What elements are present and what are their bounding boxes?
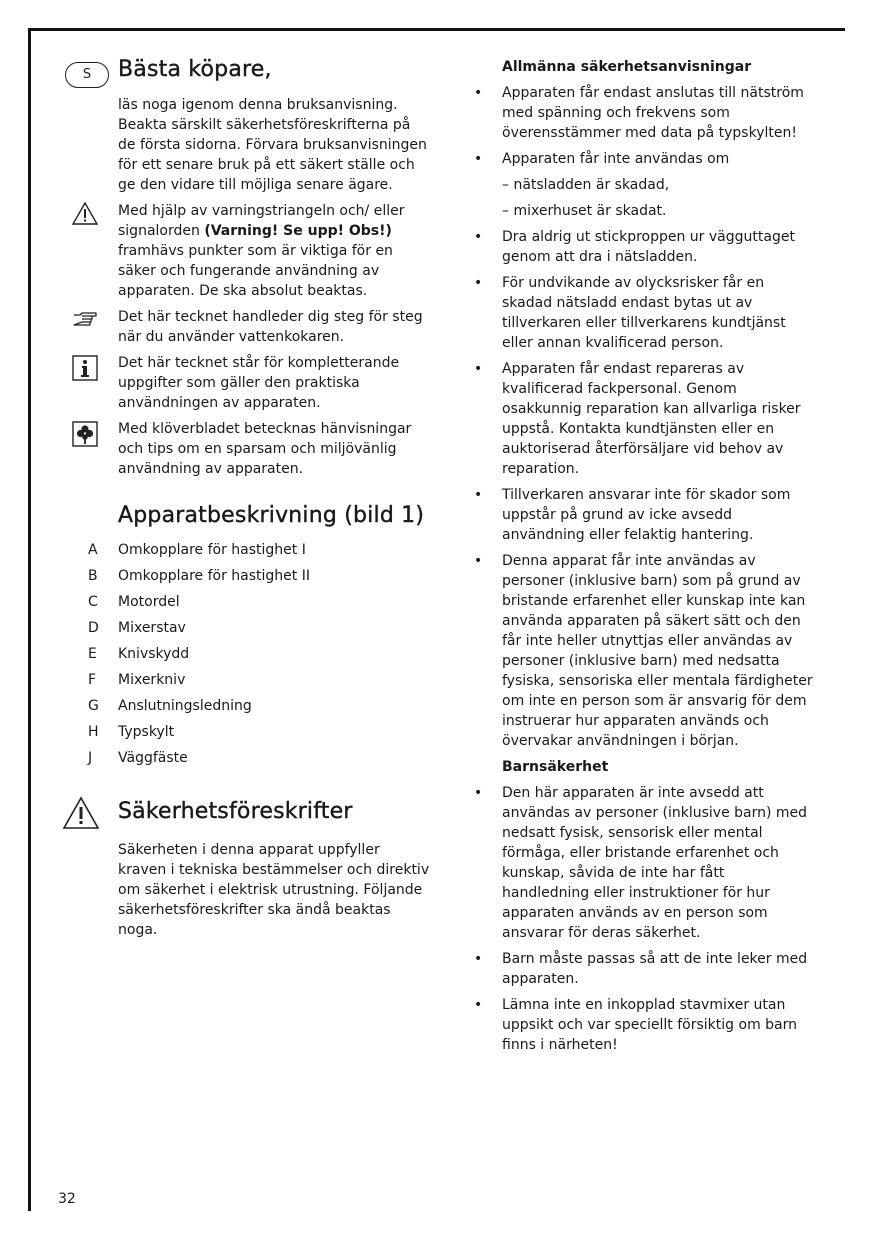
symbol-hand-row: [60, 307, 430, 347]
item-text: Apparaten får endast repareras av kvalificerad fackpersonal. Genom osakkunnig reparation kan allvarliga risker uppstå. Kontakta kundtjänsten eller en auktoriserad återförsäljare vid behov av reparation.: [502, 361, 801, 477]
page-frame-left: [28, 28, 31, 1211]
page-frame-top: [28, 28, 845, 31]
child-safety-heading: Barnsäkerhet: [502, 759, 609, 775]
item-letter: A: [88, 542, 98, 558]
item-text: Knivskydd: [118, 646, 190, 662]
symbol-hand-text: Det här tecknet handleder dig steg för steg när du använder vattenkokaren.: [118, 309, 423, 345]
intro-body: läs noga igenom denna bruksanvisning. Beakta särskilt säkerhetsföreskrifterna på de första sidorna. Förvara bruksanvisningen för ett senare bruk på ett säkert ställe och ge den vidare till möjliga senare ägare.: [118, 97, 427, 193]
list-item: [470, 783, 815, 943]
item-letter: C: [88, 594, 98, 610]
safety-header: [60, 796, 430, 840]
item-letter: H: [88, 724, 99, 740]
page-number: 32: [58, 1191, 76, 1207]
list-item: [60, 644, 430, 670]
symbol-warning-signalwords: (Varning! Se upp! Obs!): [204, 223, 392, 239]
symbol-info-row: [60, 353, 430, 413]
item-text: Omkopplare för hastighet I: [118, 542, 306, 558]
symbol-warning-text-before: Med hjälp av varningstriangeln och/ eller signalorden: [118, 203, 405, 239]
bullet: •: [474, 951, 483, 967]
bullet: •: [474, 361, 483, 377]
list-item: [60, 748, 430, 774]
list-item: [470, 485, 815, 545]
list-item: [60, 540, 430, 566]
list-item: [470, 359, 815, 479]
intro-header: [60, 55, 430, 95]
bullet: •: [474, 785, 483, 801]
bullet: •: [474, 997, 483, 1013]
item-letter: E: [88, 646, 97, 662]
list-item: [60, 722, 430, 748]
item-text: Väggfäste: [118, 750, 188, 766]
warning-triangle-icon: [62, 796, 100, 830]
symbol-warning-text: [118, 201, 430, 301]
list-item: [60, 696, 430, 722]
item-text: Denna apparat får inte användas av personer (inklusive barn) som på grund av bristande erfarenhet eller kunskap inte kan använda apparaten på säkert sätt och den får inte heller utnyttjas eller användas av personer (inklusive barn) med nedsatta fysiska, sensoriska eller mentala färdigheter om inte en person som är ansvarig för dem instruerar hur apparaten används och övervakar användningen i början.: [502, 553, 813, 749]
sub-item: – nätsladden är skadad,: [502, 177, 670, 193]
item-text: Dra aldrig ut stickproppen ur vägguttaget genom att dra i nätsladden.: [502, 229, 795, 265]
bullet: •: [474, 487, 483, 503]
item-letter: B: [88, 568, 98, 584]
list-item: [60, 592, 430, 618]
item-text: Anslutningsledning: [118, 698, 252, 714]
language-badge: S: [65, 62, 109, 88]
info-icon: [72, 355, 98, 381]
list-item: [470, 273, 815, 353]
safety-body: Säkerheten i denna apparat uppfyller kraven i tekniska bestämmelser och direktiv om säkerhet i elektrisk utrustning. Följande säkerhetsföreskrifter ska ändå beaktas noga.: [118, 842, 430, 938]
description-title-wrap: [60, 503, 430, 528]
list-item: [470, 149, 815, 169]
item-text: Mixerkniv: [118, 672, 186, 688]
item-letter: J: [88, 750, 93, 766]
item-letter: G: [88, 698, 99, 714]
item-text: Mixerstav: [118, 620, 186, 636]
description-title: Apparatbeskrivning (bild 1): [118, 503, 425, 528]
warning-triangle-icon: [72, 201, 98, 227]
symbol-warning-text-after: framhävs punkter som är viktiga för en säker och fungerande användning av apparaten. De ska absolut beaktas.: [118, 243, 393, 299]
sub-item: – mixerhuset är skadat.: [502, 203, 667, 219]
bullet: •: [474, 229, 483, 245]
list-item: [470, 227, 815, 267]
safety-body-block: [60, 840, 430, 940]
item-text: Barn måste passas så att de inte leker med apparaten.: [502, 951, 808, 987]
description-list: [60, 540, 430, 774]
symbol-clover-text: Med klöverbladet betecknas hänvisningar och tips om en sparsam och miljövänlig användning av apparaten.: [118, 421, 412, 477]
list-item: [470, 83, 815, 143]
bullet: •: [474, 275, 483, 291]
list-item: [60, 670, 430, 696]
bullet: •: [474, 151, 483, 167]
symbol-warning-row: [60, 201, 430, 301]
clover-leaf-icon: [72, 421, 98, 447]
bullet: •: [474, 85, 483, 101]
symbol-clover-row: [60, 419, 430, 479]
item-text: Typskylt: [118, 724, 175, 740]
intro-body-block: [60, 95, 430, 195]
item-text: Motordel: [118, 594, 180, 610]
item-text: Lämna inte en inkopplad stavmixer utan uppsikt och var speciellt försiktig om barn finns i närheten!: [502, 997, 798, 1053]
pointing-hand-icon: [72, 307, 98, 333]
item-letter: F: [88, 672, 97, 688]
list-item: [470, 995, 815, 1055]
right-column: [470, 57, 815, 1061]
item-letter: D: [88, 620, 99, 636]
symbol-info-text: Det här tecknet står för kompletterande uppgifter som gäller den praktiska användningen av apparaten.: [118, 355, 400, 411]
item-text: För undvikande av olycksrisker får en skadad nätsladd endast bytas ut av tillverkaren eller tillverkarens kundtjänst eller annan kvalificerad person.: [502, 275, 786, 351]
item-text: Apparaten får endast anslutas till nätström med spänning och frekvens som överensstämmer med data på typskylten!: [502, 85, 804, 141]
general-heading: Allmänna säkerhetsanvisningar: [502, 59, 752, 75]
intro-title: Bästa köpare,: [118, 57, 272, 82]
bullet: •: [474, 553, 483, 569]
item-text: Apparaten får inte användas om: [502, 151, 730, 167]
safety-title: Säkerhetsföreskrifter: [118, 799, 353, 824]
item-text: Den här apparaten är inte avsedd att användas av personer (inklusive barn) med nedsatt fysisk, sensorisk eller mental förmåga, eller bristande erfarenhet och kunskap, såvida de inte har fått handledning eller instruktioner för hur apparaten används av en person som ansvarar för deras säkerhet.: [502, 785, 808, 941]
list-item: [60, 618, 430, 644]
item-text: Omkopplare för hastighet II: [118, 568, 310, 584]
list-item: [470, 551, 815, 751]
list-item: [60, 566, 430, 592]
list-item: [470, 949, 815, 989]
left-column: [60, 55, 430, 940]
item-text: Tillverkaren ansvarar inte för skador som uppstår på grund av icke avsedd användning eller felaktig hantering.: [502, 487, 791, 543]
